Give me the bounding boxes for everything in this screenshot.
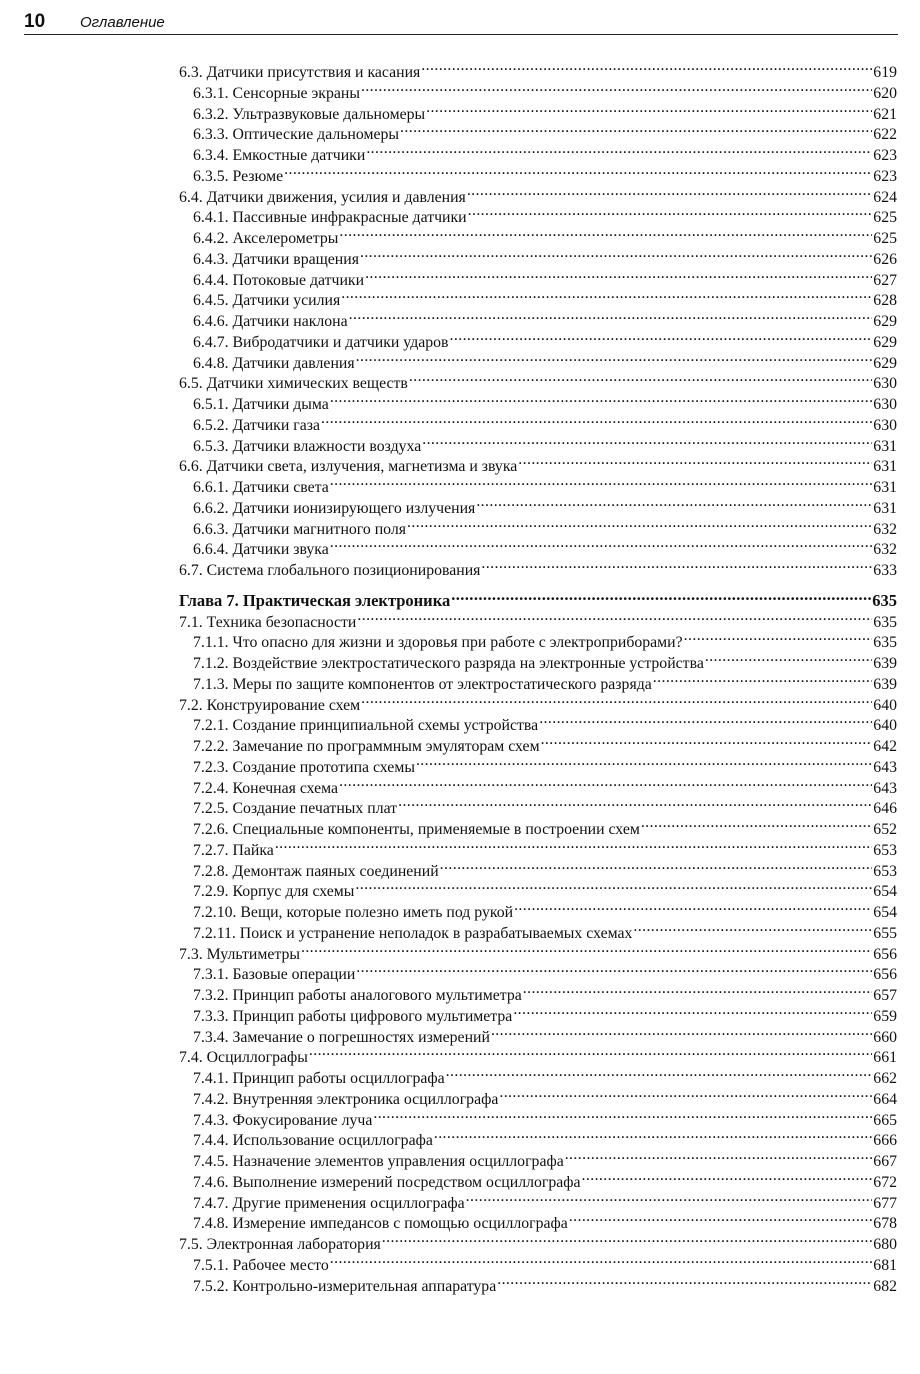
dot-leader: [422, 431, 872, 451]
toc-entry[interactable]: [193, 348, 897, 372]
toc-entry-page: 631: [873, 479, 897, 496]
toc-entry-page: 667: [873, 1153, 897, 1170]
toc-entry-page: 654: [873, 904, 897, 921]
toc-entry-title: 6.3.4. Емкостные датчики: [193, 147, 366, 164]
toc-entry[interactable]: [179, 182, 897, 206]
toc-entry[interactable]: [193, 285, 897, 309]
dot-leader: [339, 223, 872, 243]
toc-entry-title: 6.6. Датчики света, излучения, магнетизма и звука: [179, 458, 518, 475]
dot-leader: [539, 710, 872, 730]
dot-leader: [421, 57, 872, 77]
toc-entry-page: 633: [873, 562, 897, 579]
toc-entry[interactable]: [193, 1271, 897, 1295]
toc-entry[interactable]: [193, 856, 897, 880]
toc-entry[interactable]: [179, 555, 897, 579]
dot-leader: [653, 669, 873, 689]
toc-entry-page: 624: [873, 189, 897, 206]
toc-entry-page: 643: [873, 780, 897, 797]
toc-entry[interactable]: [193, 1063, 897, 1087]
toc-entry-page: 640: [873, 697, 897, 714]
toc-chapter-entry[interactable]: [179, 586, 897, 610]
toc-entry-title: 6.7. Система глобального позиционирования: [179, 562, 481, 579]
toc-entry-title: 7.2.2. Замечание по программным эмуляторам схем: [193, 738, 540, 755]
toc-entry[interactable]: [193, 410, 897, 434]
toc-entry-page: 629: [873, 313, 897, 330]
page-header: [24, 10, 898, 35]
toc-entry-page: 656: [873, 946, 897, 963]
dot-leader: [426, 99, 872, 119]
toc-entry[interactable]: [193, 793, 897, 817]
dot-leader: [514, 897, 872, 917]
toc-entry-title: 6.3.2. Ультразвуковые дальномеры: [193, 106, 426, 123]
toc-entry[interactable]: [179, 57, 897, 81]
toc-entry-title: 6.4.3. Датчики вращения: [193, 251, 359, 268]
toc-entry-page: 655: [873, 925, 897, 942]
dot-leader: [373, 1105, 872, 1125]
toc-entry[interactable]: [193, 1105, 897, 1129]
dot-leader: [309, 1042, 872, 1062]
toc-entry-page: 652: [873, 821, 897, 838]
dot-leader: [684, 627, 873, 647]
toc-entry-page: 623: [873, 168, 897, 185]
toc-entry[interactable]: [193, 493, 897, 517]
toc-entry-title: 7.3.3. Принцип работы цифрового мультиметра: [193, 1008, 513, 1025]
toc-entry-page: 626: [873, 251, 897, 268]
toc-entry-title: 6.6.3. Датчики магнитного поля: [193, 521, 407, 538]
toc-entry-page: 621: [873, 106, 897, 123]
dot-leader: [361, 690, 872, 710]
dot-leader: [467, 182, 872, 202]
dot-leader: [582, 1167, 873, 1187]
toc-entry-page: 657: [873, 987, 897, 1004]
toc-entry-page: 639: [873, 676, 897, 693]
dot-leader: [339, 773, 872, 793]
dot-leader: [321, 410, 872, 430]
toc-entry-title: 6.5.2. Датчики газа: [193, 417, 320, 434]
toc-entry[interactable]: [193, 1208, 897, 1232]
toc-entry-title: 6.4.4. Потоковые датчики: [193, 272, 365, 289]
toc-entry[interactable]: [193, 897, 897, 921]
toc-entry[interactable]: [193, 814, 897, 838]
dot-leader: [633, 918, 872, 938]
toc-entry[interactable]: [193, 1001, 897, 1025]
toc-entry-page: 631: [873, 438, 897, 455]
dot-leader: [301, 939, 872, 959]
toc-entry[interactable]: [193, 244, 897, 268]
toc-entry[interactable]: [193, 534, 897, 558]
toc-entry-page: 682: [873, 1278, 897, 1295]
dot-leader: [450, 327, 873, 347]
toc-entry[interactable]: [193, 752, 897, 776]
toc-entry[interactable]: [193, 119, 897, 143]
toc-entry-page: 627: [873, 272, 897, 289]
dot-leader: [451, 586, 871, 606]
toc-entry-page: 631: [873, 500, 897, 517]
toc-entry[interactable]: [193, 431, 897, 455]
toc-entry-title: 7.4.1. Принцип работы осциллографа: [193, 1070, 445, 1087]
toc-entry-title: 7.2.11. Поиск и устранение неполадок в разрабатываемых схемах: [193, 925, 633, 942]
dot-leader: [407, 514, 872, 534]
toc-entry[interactable]: [193, 627, 897, 651]
toc-entry-title: 7.1.1. Что опасно для жизни и здоровья при работе с электроприборами?: [193, 634, 683, 651]
toc-entry-title: 7.4.5. Назначение элементов управления осциллографа: [193, 1153, 564, 1170]
toc-entry[interactable]: [193, 223, 897, 247]
toc-entry[interactable]: [179, 368, 897, 392]
toc-entry-title: 6.3. Датчики присутствия и касания: [179, 64, 421, 81]
dot-leader: [569, 1208, 873, 1228]
dot-leader: [409, 368, 872, 388]
toc-entry-page: 678: [873, 1215, 897, 1232]
toc-entry-title: Глава 7. Практическая электроника: [179, 591, 451, 610]
dot-leader: [284, 161, 872, 181]
dot-leader: [705, 648, 872, 668]
dot-leader: [330, 389, 872, 409]
toc-entry-page: 622: [873, 126, 897, 143]
toc-entry-title: 6.5.3. Датчики влажности воздуха: [193, 438, 422, 455]
dot-leader: [330, 1250, 873, 1270]
dot-leader: [446, 1063, 873, 1083]
dot-leader: [382, 1229, 873, 1249]
toc-entry-page: 630: [873, 417, 897, 434]
toc-entry-title: 7.4.7. Другие применения осциллографа: [193, 1195, 465, 1212]
toc-entry-title: 7.2.1. Создание принципиальной схемы устройства: [193, 717, 539, 734]
dot-leader: [416, 752, 872, 772]
toc-entry-page: 632: [873, 541, 897, 558]
toc-entry-page: 631: [873, 458, 897, 475]
dot-leader: [499, 1084, 872, 1104]
toc-entry[interactable]: [193, 959, 897, 983]
toc-entry-page: 623: [873, 147, 897, 164]
toc-entry-title: 7.3.1. Базовые операции: [193, 966, 356, 983]
page-number: 10: [24, 11, 46, 32]
toc-entry-page: 619: [873, 64, 897, 81]
toc-entry-page: 620: [873, 85, 897, 102]
toc-entry-title: 6.6.2. Датчики ионизирующего излучения: [193, 500, 476, 517]
toc-entry-page: 654: [873, 883, 897, 900]
toc-entry-title: 7.4.6. Выполнение измерений посредством осциллографа: [193, 1174, 581, 1191]
toc-entry-page: 672: [873, 1174, 897, 1191]
toc-entry-page: 642: [873, 738, 897, 755]
toc-entry-title: 7.3.2. Принцип работы аналогового мультиметра: [193, 987, 522, 1004]
dot-leader: [275, 835, 872, 855]
toc-entry-title: 7.5.1. Рабочее место: [193, 1257, 329, 1274]
dot-leader: [468, 202, 873, 222]
toc-entry-title: 7.2.6. Специальные компоненты, применяемые в построении схем: [193, 821, 640, 838]
toc-entry-page: 629: [873, 355, 897, 372]
dot-leader: [641, 814, 872, 834]
toc-entry[interactable]: [193, 1250, 897, 1274]
toc-entry[interactable]: [179, 939, 897, 963]
toc-entry[interactable]: [193, 389, 897, 413]
toc-entry-title: 7.4.3. Фокусирование луча: [193, 1112, 373, 1129]
toc-entry-title: 7.4.4. Использование осциллографа: [193, 1132, 433, 1149]
toc-entry[interactable]: [193, 472, 897, 496]
toc-entry-title: 6.4.2. Акселерометры: [193, 230, 339, 247]
toc-entry-title: 7.4.8. Измерение импедансов с помощью осциллографа: [193, 1215, 568, 1232]
toc-entry-title: 7.5. Электронная лаборатория: [179, 1236, 381, 1253]
toc-entry-title: 6.5.1. Датчики дыма: [193, 396, 329, 413]
toc-entry-page: 632: [873, 521, 897, 538]
toc-entry-page: 625: [873, 230, 897, 247]
toc-entry-page: 639: [873, 655, 897, 672]
dot-leader: [476, 493, 872, 513]
toc-entry[interactable]: [193, 327, 897, 351]
dot-leader: [541, 731, 873, 751]
toc-entry-page: 625: [873, 209, 897, 226]
dot-leader: [356, 348, 873, 368]
toc-entry-page: 630: [873, 375, 897, 392]
running-title: Оглавление: [80, 14, 165, 31]
toc-entry-page: 653: [873, 863, 897, 880]
toc-entry[interactable]: [193, 1022, 897, 1046]
toc-entry[interactable]: [193, 1084, 897, 1108]
dot-leader: [523, 980, 873, 1000]
toc-entry-page: 635: [873, 614, 897, 631]
dot-leader: [360, 244, 872, 264]
toc-entry[interactable]: [193, 731, 897, 755]
toc-entry-title: 6.6.4. Датчики звука: [193, 541, 329, 558]
toc-entry[interactable]: [193, 99, 897, 123]
toc-entry[interactable]: [179, 1229, 897, 1253]
toc-entry-title: 7.4.2. Внутренняя электроника осциллографа: [193, 1091, 499, 1108]
toc-entry-title: 6.3.1. Сенсорные экраны: [193, 85, 360, 102]
toc-entry-title: 6.4.7. Вибродатчики и датчики ударов: [193, 334, 449, 351]
toc-entry-page: 635: [872, 591, 897, 610]
dot-leader: [398, 793, 872, 813]
toc-entry-title: 7.2.9. Корпус для схемы: [193, 883, 355, 900]
toc-entry-page: 640: [873, 717, 897, 734]
toc-entry-page: 661: [873, 1049, 897, 1066]
toc-entry[interactable]: [193, 306, 897, 330]
toc-entry-title: 6.4.1. Пассивные инфракрасные датчики: [193, 209, 467, 226]
toc-entry-title: 6.4.6. Датчики наклона: [193, 313, 348, 330]
toc-entry-title: 6.4. Датчики движения, усилия и давления: [179, 189, 466, 206]
dot-leader: [356, 959, 872, 979]
toc-entry[interactable]: [193, 140, 897, 164]
toc-entry-page: 656: [873, 966, 897, 983]
dot-leader: [361, 78, 872, 98]
toc-entry[interactable]: [193, 265, 897, 289]
toc-entry[interactable]: [193, 202, 897, 226]
toc-entry[interactable]: [193, 980, 897, 1004]
dot-leader: [513, 1001, 872, 1021]
dot-leader: [518, 451, 872, 471]
toc-entry-title: 7.2.4. Конечная схема: [193, 780, 339, 797]
toc-entry-title: 7.2.7. Пайка: [193, 842, 274, 859]
toc-entry-page: 646: [873, 800, 897, 817]
toc-entry-page: 643: [873, 759, 897, 776]
toc-entry-page: 662: [873, 1070, 897, 1087]
toc-entry-title: 7.3.4. Замечание о погрешностях измерений: [193, 1029, 490, 1046]
toc-entry-page: 653: [873, 842, 897, 859]
toc-entry[interactable]: [193, 1125, 897, 1149]
toc-entry-title: 6.3.3. Оптические дальномеры: [193, 126, 400, 143]
dot-leader: [341, 285, 872, 305]
toc-entry[interactable]: [193, 773, 897, 797]
toc-entry[interactable]: [193, 835, 897, 859]
dot-leader: [565, 1146, 873, 1166]
toc-entry-title: 6.3.5. Резюме: [193, 168, 284, 185]
toc-entry-title: 7.5.2. Контрольно-измерительная аппаратура: [193, 1278, 497, 1295]
toc-entry[interactable]: [193, 514, 897, 538]
toc-entry[interactable]: [179, 451, 897, 475]
toc-entry-page: 666: [873, 1132, 897, 1149]
dot-leader: [497, 1271, 872, 1291]
toc-entry-title: 7.3. Мультиметры: [179, 946, 300, 963]
toc-entry-title: 7.4. Осциллографы: [179, 1049, 308, 1066]
toc-entry[interactable]: [193, 648, 897, 672]
toc-entry[interactable]: [193, 669, 897, 693]
toc-entry-title: 7.1.2. Воздействие электростатического разряда на электронные устройства: [193, 655, 704, 672]
toc-entry[interactable]: [193, 78, 897, 102]
toc-entry-page: 659: [873, 1008, 897, 1025]
dot-leader: [330, 472, 873, 492]
toc-entry-title: 7.2.3. Создание прототипа схемы: [193, 759, 415, 776]
toc-entry-title: 7.1.3. Меры по защите компонентов от электростатического разряда: [193, 676, 652, 693]
dot-leader: [400, 119, 872, 139]
toc-entry[interactable]: [193, 1146, 897, 1170]
toc-entry-title: 6.5. Датчики химических веществ: [179, 375, 408, 392]
dot-leader: [357, 607, 872, 627]
toc-entry-title: 7.2.8. Демонтаж паяных соединений: [193, 863, 439, 880]
toc-entry-title: 6.4.8. Датчики давления: [193, 355, 355, 372]
toc-entry[interactable]: [193, 161, 897, 185]
toc-entry-page: 680: [873, 1236, 897, 1253]
dot-leader: [365, 265, 872, 285]
toc-entry[interactable]: [193, 876, 897, 900]
dot-leader: [366, 140, 872, 160]
toc-entry-page: 681: [873, 1257, 897, 1274]
toc-entry-title: 6.6.1. Датчики света: [193, 479, 329, 496]
toc-entry-title: 7.2. Конструирование схем: [179, 697, 361, 714]
toc-entry-title: 6.4.5. Датчики усилия: [193, 292, 341, 309]
toc-entry-page: 635: [873, 634, 897, 651]
toc-entry-page: 677: [873, 1195, 897, 1212]
dot-leader: [440, 856, 873, 876]
dot-leader: [491, 1022, 872, 1042]
toc-entry-page: 628: [873, 292, 897, 309]
toc-entry-page: 630: [873, 396, 897, 413]
dot-leader: [434, 1125, 872, 1145]
dot-leader: [349, 306, 873, 326]
toc-entry-title: 7.2.5. Создание печатных плат: [193, 800, 398, 817]
dot-leader: [466, 1188, 873, 1208]
toc-entry[interactable]: [193, 1167, 897, 1191]
toc-entry[interactable]: [193, 918, 897, 942]
toc-entry[interactable]: [179, 607, 897, 631]
dot-leader: [355, 876, 872, 896]
toc-entry-page: 660: [873, 1029, 897, 1046]
toc-entry-page: 629: [873, 334, 897, 351]
toc-entry-title: 7.2.10. Вещи, которые полезно иметь под рукой: [193, 904, 514, 921]
toc-entry-page: 665: [873, 1112, 897, 1129]
toc-entry-page: 664: [873, 1091, 897, 1108]
toc-entry-title: 7.1. Техника безопасности: [179, 614, 357, 631]
toc-entry[interactable]: [179, 690, 897, 714]
dot-leader: [330, 534, 873, 554]
toc-entry[interactable]: [193, 710, 897, 734]
dot-leader: [481, 555, 872, 575]
toc-entry[interactable]: [179, 1042, 897, 1066]
toc-entry[interactable]: [193, 1188, 897, 1212]
